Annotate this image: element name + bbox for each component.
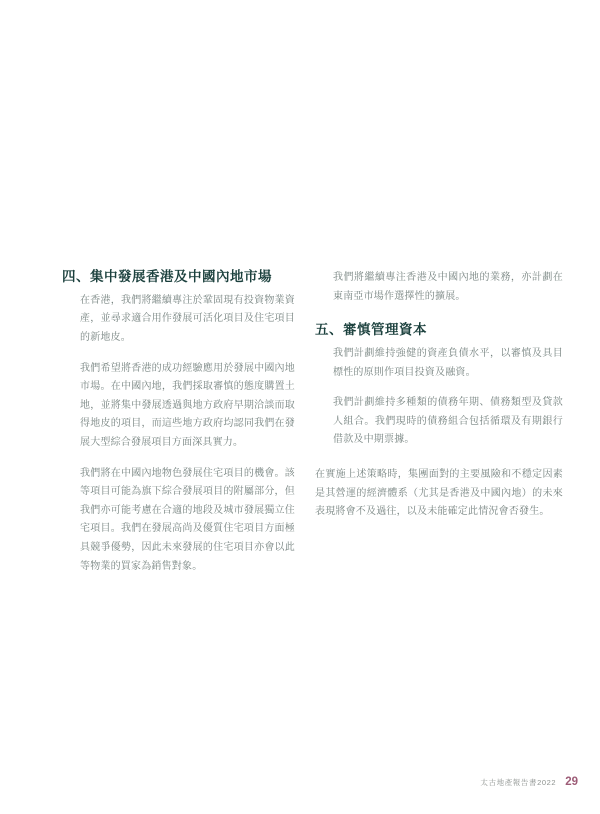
page-number: 29	[565, 776, 578, 788]
left-column	[62, 269, 295, 588]
section-four-paragraph-3: 我們將在中國內地物色發展住宅項目的機會。該等項目可能為旗下綜合發展項目的附屬部分，但我們亦可能考慮在合適的地段及城市發展獨立住宅項目。我們在發展高尚及優質住宅項目方面極具競爭優勢，因此未來發展的住宅項目亦會以此等物業的買家為銷售對象。	[80, 467, 295, 572]
section-four-paragraph-1: 在香港，我們將繼續專注於鞏固現有投資物業資產，並尋求適合用作發展可活化項目及住宅項目的新地皮。	[80, 294, 295, 344]
risk-statement-paragraph: 在實施上述策略時，集團面對的主要風險和不穩定因素是其營運的經濟體系（尤其是香港及中國內地）的未來表現將會不及過往，以及未能確定此情況會否發生。	[315, 469, 563, 518]
section-four-paragraph-2: 我們希望將香港的成功經驗應用於發展中國內地市場。在中國內地，我們採取審慎的態度購置土地，並將集中發展透過與地方政府早期洽談而取得地皮的項目，而這些地方政府均認同我們在發展大型綜合發展項目方面深具實力。	[80, 362, 295, 449]
right-column	[315, 269, 563, 588]
report-title: 太古地產報告書2022	[480, 778, 557, 787]
page-footer	[480, 776, 578, 788]
section-four-continuation-paragraph: 我們將繼續專注香港及中國內地的業務，亦計劃在東南亞市場作選擇性的擴展。	[333, 272, 563, 302]
section-four-heading: 四、集中發展香港及中國內地市場	[62, 269, 272, 284]
section-five-heading: 五、審慎管理資本	[315, 322, 427, 338]
content-columns	[62, 269, 563, 588]
section-five-paragraph-1: 我們計劃維持強健的資產負債水平，以審慎及具目標性的原則作項目投資及融資。	[333, 348, 563, 378]
section-five-paragraph-2: 我們計劃維持多種類的債務年期、債務類型及貸款人組合。我們現時的債務組合包括循環及有期銀行借款及中期票據。	[333, 397, 563, 446]
